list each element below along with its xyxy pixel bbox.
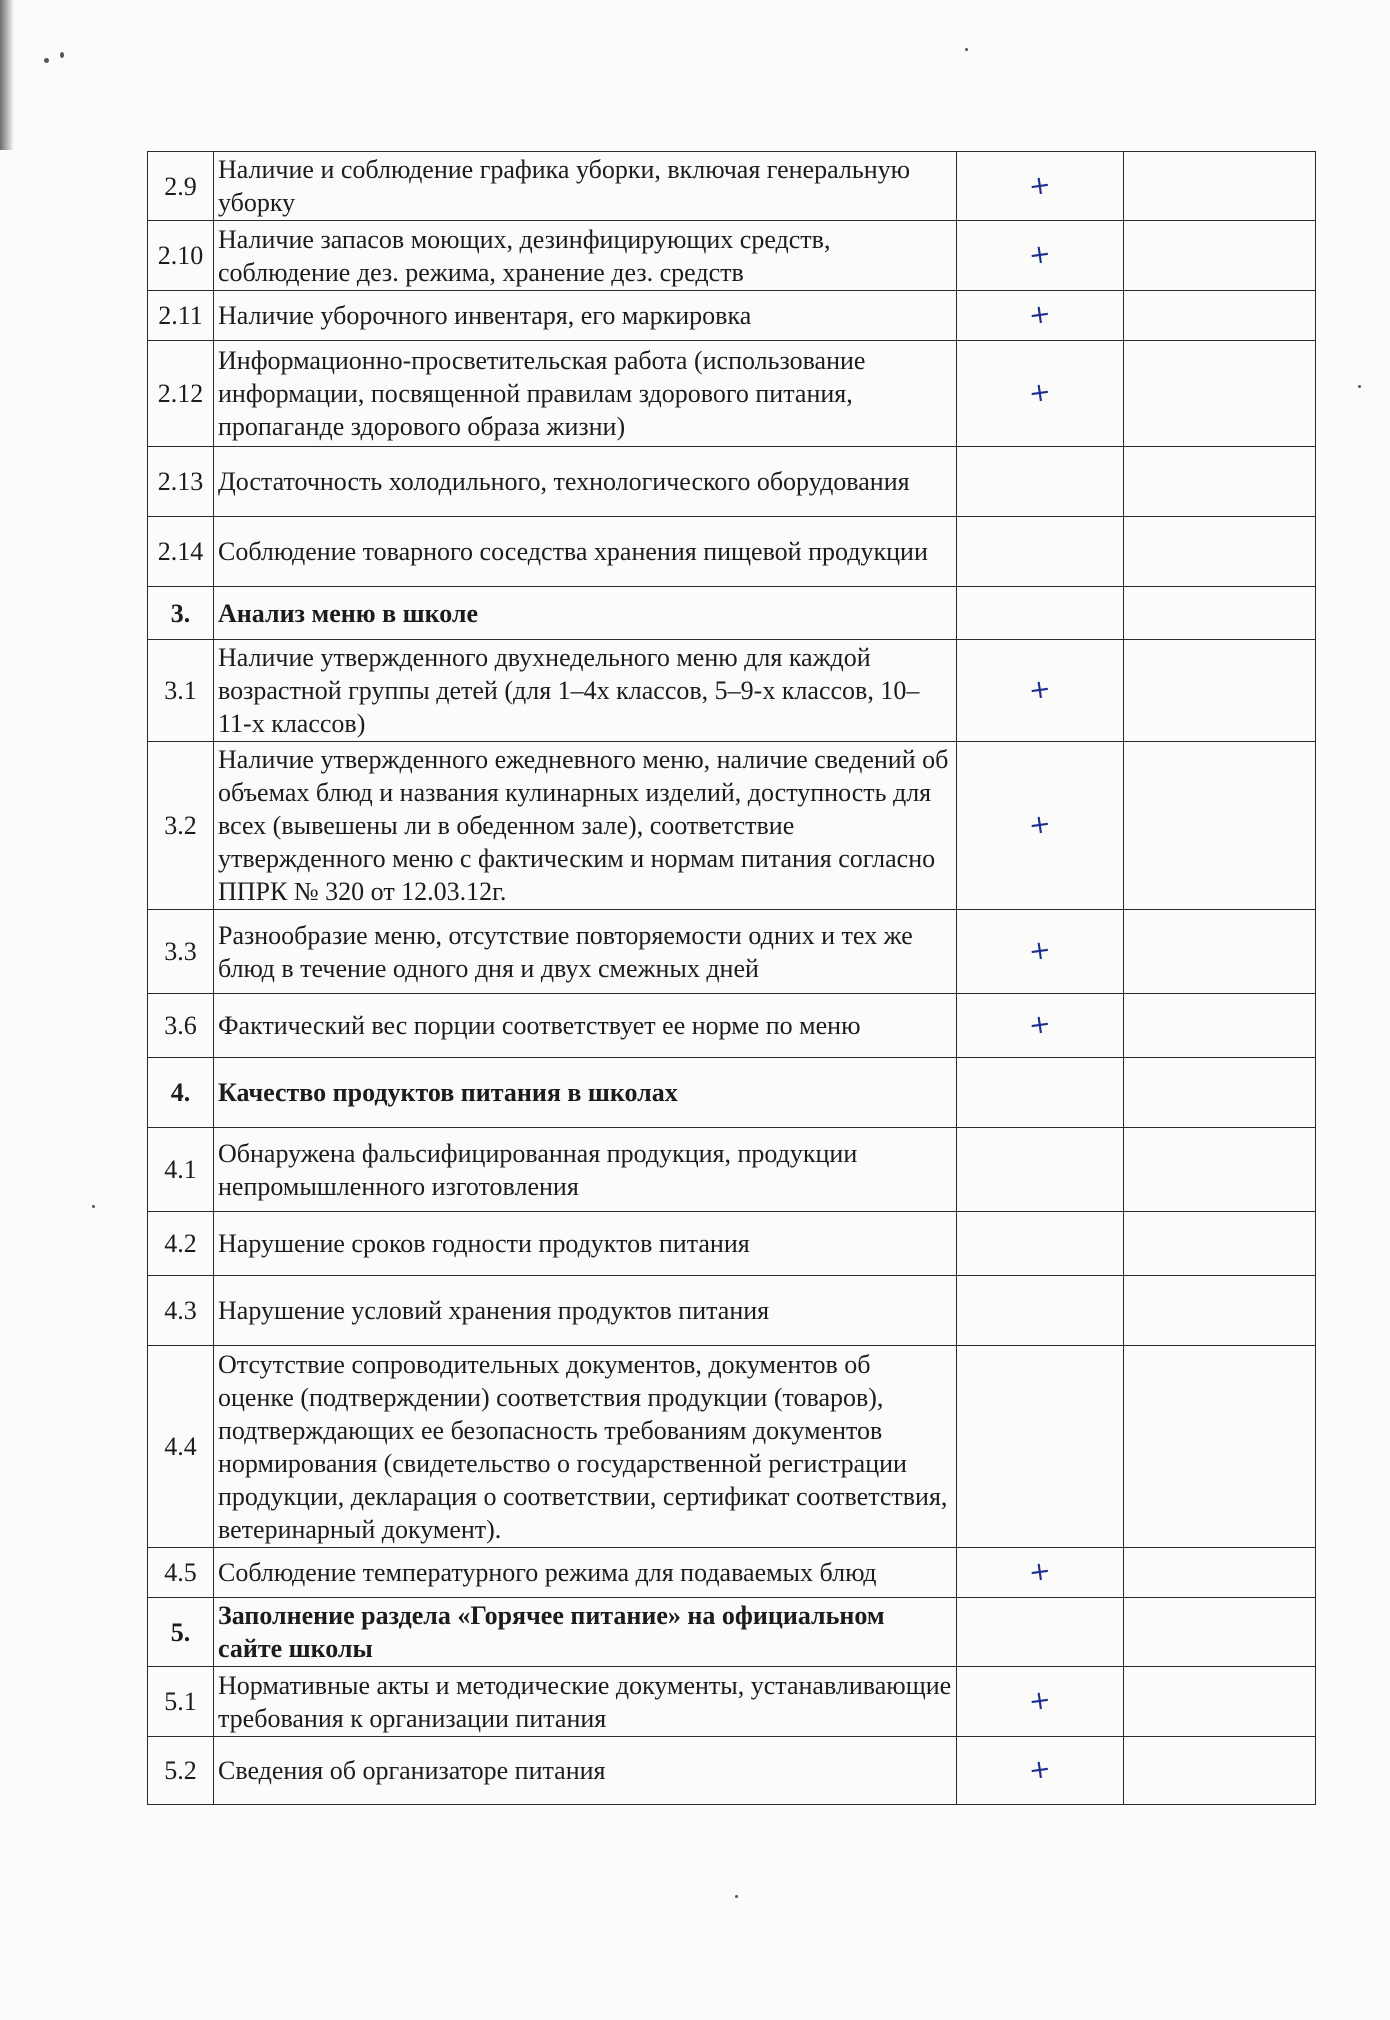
scan-speck — [60, 52, 64, 58]
checklist-row — [148, 1276, 1316, 1346]
checklist-row — [148, 517, 1316, 587]
section-header-row — [148, 587, 1316, 640]
check-mark-cell — [957, 640, 1124, 742]
check-mark-cell — [957, 152, 1124, 221]
empty-cell — [1124, 447, 1316, 517]
item-description: Соблюдение товарного соседства хранения пищевой продукции — [214, 517, 957, 587]
checklist-row — [148, 291, 1316, 341]
item-number: 4.2 — [148, 1212, 214, 1276]
handwritten-plus-mark: + — [1027, 673, 1053, 707]
item-description: Сведения об организаторе питания — [214, 1737, 957, 1805]
section-title: Анализ меню в школе — [214, 587, 957, 640]
item-number: 4.3 — [148, 1276, 214, 1346]
empty-cell — [1124, 587, 1316, 640]
check-mark-cell — [957, 742, 1124, 910]
item-number: 3.6 — [148, 994, 214, 1058]
handwritten-plus-mark: + — [1027, 808, 1053, 842]
item-description: Соблюдение температурного режима для подаваемых блюд — [214, 1548, 957, 1598]
empty-cell — [1124, 1598, 1316, 1667]
scan-speck — [44, 58, 49, 63]
empty-cell — [1124, 640, 1316, 742]
item-number: 3.2 — [148, 742, 214, 910]
check-mark-cell — [957, 587, 1124, 640]
checklist-row — [148, 447, 1316, 517]
scan-speck — [735, 1895, 738, 1898]
item-number: 2.13 — [148, 447, 214, 517]
item-description: Информационно-просветительская работа (использование информации, посвященной правилам здорового питания, пропаганде здорового образа жизни) — [214, 341, 957, 447]
empty-cell — [1124, 1276, 1316, 1346]
handwritten-plus-mark: + — [1027, 1555, 1053, 1589]
handwritten-plus-mark: + — [1027, 934, 1053, 968]
empty-cell — [1124, 291, 1316, 341]
check-mark-cell — [957, 1737, 1124, 1805]
handwritten-plus-mark: + — [1027, 376, 1053, 410]
handwritten-plus-mark: + — [1027, 1753, 1053, 1787]
check-mark-cell — [957, 1128, 1124, 1212]
item-description: Наличие утвержденного ежедневного меню, наличие сведений об объемах блюд и названия кулинарных изделий, доступность для всех (вывешены ли в обеденном зале), соответствие утвержденного меню с фактическим и нормам питания согласно ППРК № 320 от 12.03.12г. — [214, 742, 957, 910]
scan-edge-shadow — [0, 0, 14, 150]
section-header-row — [148, 1058, 1316, 1128]
empty-cell — [1124, 1212, 1316, 1276]
scan-speck — [1358, 385, 1361, 388]
check-mark-cell — [957, 517, 1124, 587]
checklist-row — [148, 1548, 1316, 1598]
empty-cell — [1124, 221, 1316, 291]
section-header-row — [148, 1598, 1316, 1667]
check-mark-cell — [957, 447, 1124, 517]
inspection-checklist-table — [147, 151, 1316, 1805]
item-description: Достаточность холодильного, технологического оборудования — [214, 447, 957, 517]
item-description: Наличие утвержденного двухнедельного меню для каждой возрастной группы детей (для 1–4х классов, 5–9-х классов, 10–11-х классов) — [214, 640, 957, 742]
checklist-row — [148, 910, 1316, 994]
empty-cell — [1124, 1346, 1316, 1548]
checklist-row — [148, 1737, 1316, 1805]
item-description: Нормативные акты и методические документы, устанавливающие требования к организации питания — [214, 1667, 957, 1737]
item-description: Отсутствие сопроводительных документов, документов об оценке (подтверждении) соответствия продукции (товаров), подтверждающих ее безопасность требованиям документов нормирования (свидетельство о государственной регистрации продукции, декларация о соответствии, сертификат соответствия, ветеринарный документ). — [214, 1346, 957, 1548]
handwritten-plus-mark: + — [1027, 298, 1053, 332]
item-number: 5.2 — [148, 1737, 214, 1805]
item-description: Нарушение условий хранения продуктов питания — [214, 1276, 957, 1346]
item-description: Разнообразие меню, отсутствие повторяемости одних и тех же блюд в течение одного дня и двух смежных дней — [214, 910, 957, 994]
item-number: 3.3 — [148, 910, 214, 994]
empty-cell — [1124, 1058, 1316, 1128]
item-number: 4.4 — [148, 1346, 214, 1548]
scan-speck — [92, 1205, 95, 1208]
checklist-row — [148, 1128, 1316, 1212]
check-mark-cell — [957, 1058, 1124, 1128]
checklist-row — [148, 1346, 1316, 1548]
checklist-row — [148, 742, 1316, 910]
item-number: 2.12 — [148, 341, 214, 447]
item-number: 2.14 — [148, 517, 214, 587]
handwritten-plus-mark: + — [1027, 1684, 1053, 1718]
check-mark-cell — [957, 1667, 1124, 1737]
check-mark-cell — [957, 1598, 1124, 1667]
item-number: 4.5 — [148, 1548, 214, 1598]
section-title: Качество продуктов питания в школах — [214, 1058, 957, 1128]
item-number: 5. — [148, 1598, 214, 1667]
empty-cell — [1124, 1128, 1316, 1212]
section-title: Заполнение раздела «Горячее питание» на официальном сайте школы — [214, 1598, 957, 1667]
item-description: Наличие запасов моющих, дезинфицирующих средств, соблюдение дез. режима, хранение дез. средств — [214, 221, 957, 291]
item-number: 5.1 — [148, 1667, 214, 1737]
checklist-row — [148, 152, 1316, 221]
item-description: Наличие и соблюдение графика уборки, включая генеральную уборку — [214, 152, 957, 221]
empty-cell — [1124, 517, 1316, 587]
checklist-row — [148, 640, 1316, 742]
check-mark-cell — [957, 1276, 1124, 1346]
checklist-row — [148, 994, 1316, 1058]
check-mark-cell — [957, 221, 1124, 291]
item-number: 4.1 — [148, 1128, 214, 1212]
item-description: Фактический вес порции соответствует ее норме по меню — [214, 994, 957, 1058]
empty-cell — [1124, 152, 1316, 221]
check-mark-cell — [957, 910, 1124, 994]
item-number: 4. — [148, 1058, 214, 1128]
empty-cell — [1124, 1737, 1316, 1805]
check-mark-cell — [957, 341, 1124, 447]
item-number: 2.11 — [148, 291, 214, 341]
item-number: 2.9 — [148, 152, 214, 221]
handwritten-plus-mark: + — [1027, 169, 1053, 202]
checklist-row — [148, 221, 1316, 291]
check-mark-cell — [957, 1346, 1124, 1548]
checklist-row — [148, 341, 1316, 447]
empty-cell — [1124, 1667, 1316, 1737]
empty-cell — [1124, 910, 1316, 994]
item-number: 3.1 — [148, 640, 214, 742]
check-mark-cell — [957, 291, 1124, 341]
item-description: Нарушение сроков годности продуктов питания — [214, 1212, 957, 1276]
check-mark-cell — [957, 994, 1124, 1058]
empty-cell — [1124, 742, 1316, 910]
scan-speck — [965, 48, 968, 51]
empty-cell — [1124, 994, 1316, 1058]
empty-cell — [1124, 341, 1316, 447]
item-number: 2.10 — [148, 221, 214, 291]
item-description: Обнаружена фальсифицированная продукция, продукции непромышленного изготовления — [214, 1128, 957, 1212]
checklist-row — [148, 1212, 1316, 1276]
check-mark-cell — [957, 1548, 1124, 1598]
item-description: Наличие уборочного инвентаря, его маркировка — [214, 291, 957, 341]
item-number: 3. — [148, 587, 214, 640]
checklist-row — [148, 1667, 1316, 1737]
handwritten-plus-mark: + — [1027, 238, 1053, 272]
empty-cell — [1124, 1548, 1316, 1598]
check-mark-cell — [957, 1212, 1124, 1276]
handwritten-plus-mark: + — [1027, 1008, 1053, 1042]
